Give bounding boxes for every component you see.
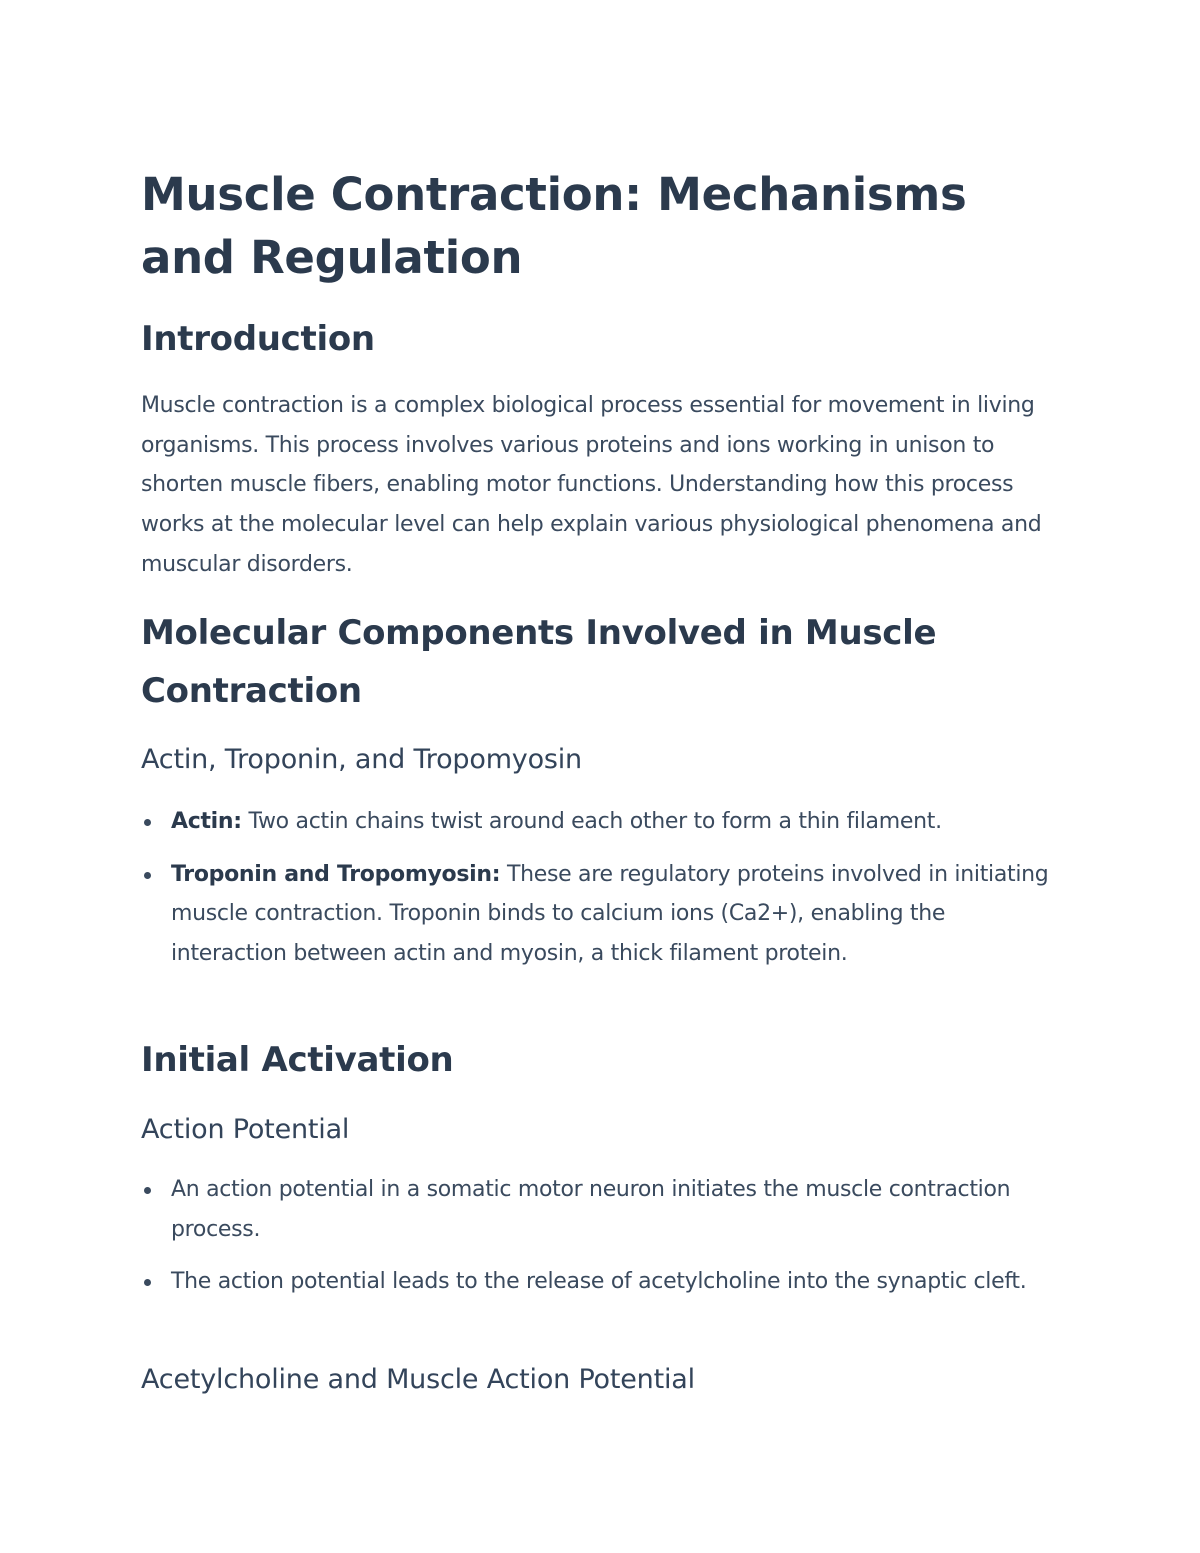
initial-activation-heading: Initial Activation (141, 1040, 454, 1080)
description-troponin-tropomyosin: These are regulatory proteins involved in initiating muscle contraction. Troponin binds to calcium ions (Ca2+), enabling the interaction between actin and myosin, a thick filament protein. (171, 861, 1049, 967)
actin-troponin-subheading: Actin, Troponin, and Tropomyosin (141, 744, 582, 775)
list-item-action-potential-2: The action potential leads to the release of acetylcholine into the synaptic cleft. (141, 1262, 1061, 1302)
molecular-components-heading: Molecular Components Involved in Muscle Contraction (141, 613, 937, 711)
list-item-actin (141, 802, 1061, 842)
document-title: Muscle Contraction: Mechanisms and Regulation (141, 168, 967, 284)
list-item-action-potential-1: An action potential in a somatic motor neuron initiates the muscle contraction process. (141, 1170, 1061, 1249)
term-troponin-tropomyosin: Troponin and Tropomyosin: (171, 861, 501, 887)
action-potential-subheading: Action Potential (141, 1114, 350, 1145)
acetylcholine-subheading: Acetylcholine and Muscle Action Potential (141, 1364, 695, 1395)
action-potential-list (141, 1170, 1061, 1302)
introduction-paragraph: Muscle contraction is a complex biological process essential for movement in living organisms. This process involves various proteins and ions working in unison to shorten muscle fibers, enabling motor functions. Understanding how this process works at the molecular level can help explain various physiological phenomena and muscular disorders. (141, 393, 1042, 577)
list-item-troponin-tropomyosin (141, 855, 1061, 974)
term-actin: Actin: (171, 809, 242, 834)
molecular-components-list (141, 802, 1061, 974)
description-actin: Two actin chains twist around each other to form a thin filament. (241, 809, 942, 834)
introduction-heading: Introduction (141, 319, 375, 359)
